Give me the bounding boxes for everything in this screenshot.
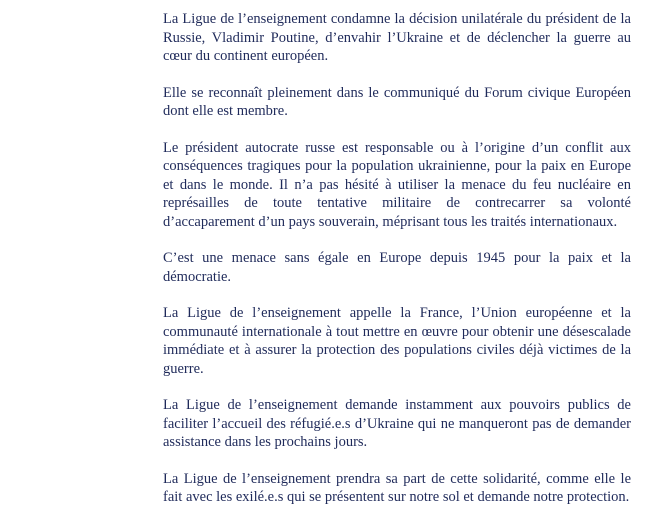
paragraph-unprecedented-threat: C’est une menace sans égale en Europe depuis 1945 pour la paix et la démocratie.: [163, 250, 631, 285]
paragraph-solidarity: La Ligue de l’enseignement prendra sa part de cette solidarité, comme elle le fait avec les exilé.e.s qui se présentent sur notre sol et demande notre protection.: [163, 470, 631, 505]
paragraph-condemnation: La Ligue de l’enseignement condamne la décision unilatérale du président de la Russie, Vladimir Poutine, d’envahir l’Ukraine et de déclencher la guerre au cœur du continent européen.: [163, 11, 631, 64]
paragraph-civic-forum: Elle se reconnaît pleinement dans le communiqué du Forum civique Européen dont elle est membre.: [163, 84, 631, 119]
document-body: [163, 10, 631, 507]
paragraph-autocrat-responsibility: Le président autocrate russe est responsable ou à l’origine d’un conflit aux conséquences tragiques pour la population ukrainienne, pour la paix en Europe et dans le monde. Il n’a pas hésité à utiliser la menace du feu nucléaire en représailles de toute tentative militaire de contrecarrer sa volonté d’accaparement d’un pays souverain, méprisant tous les traités internationaux.: [163, 139, 631, 230]
paragraph-refugee-reception: La Ligue de l’enseignement demande instamment aux pouvoirs publics de faciliter l’accueil des réfugié.e.s d’Ukraine qui ne manqueront pas de demander assistance dans les prochains jours.: [163, 397, 631, 450]
paragraph-call-to-action: La Ligue de l’enseignement appelle la France, l’Union européenne et la communauté internationale à tout mettre en œuvre pour obtenir une désescalade immédiate et à assurer la protection des populations civiles déjà victimes de la guerre.: [163, 305, 631, 377]
